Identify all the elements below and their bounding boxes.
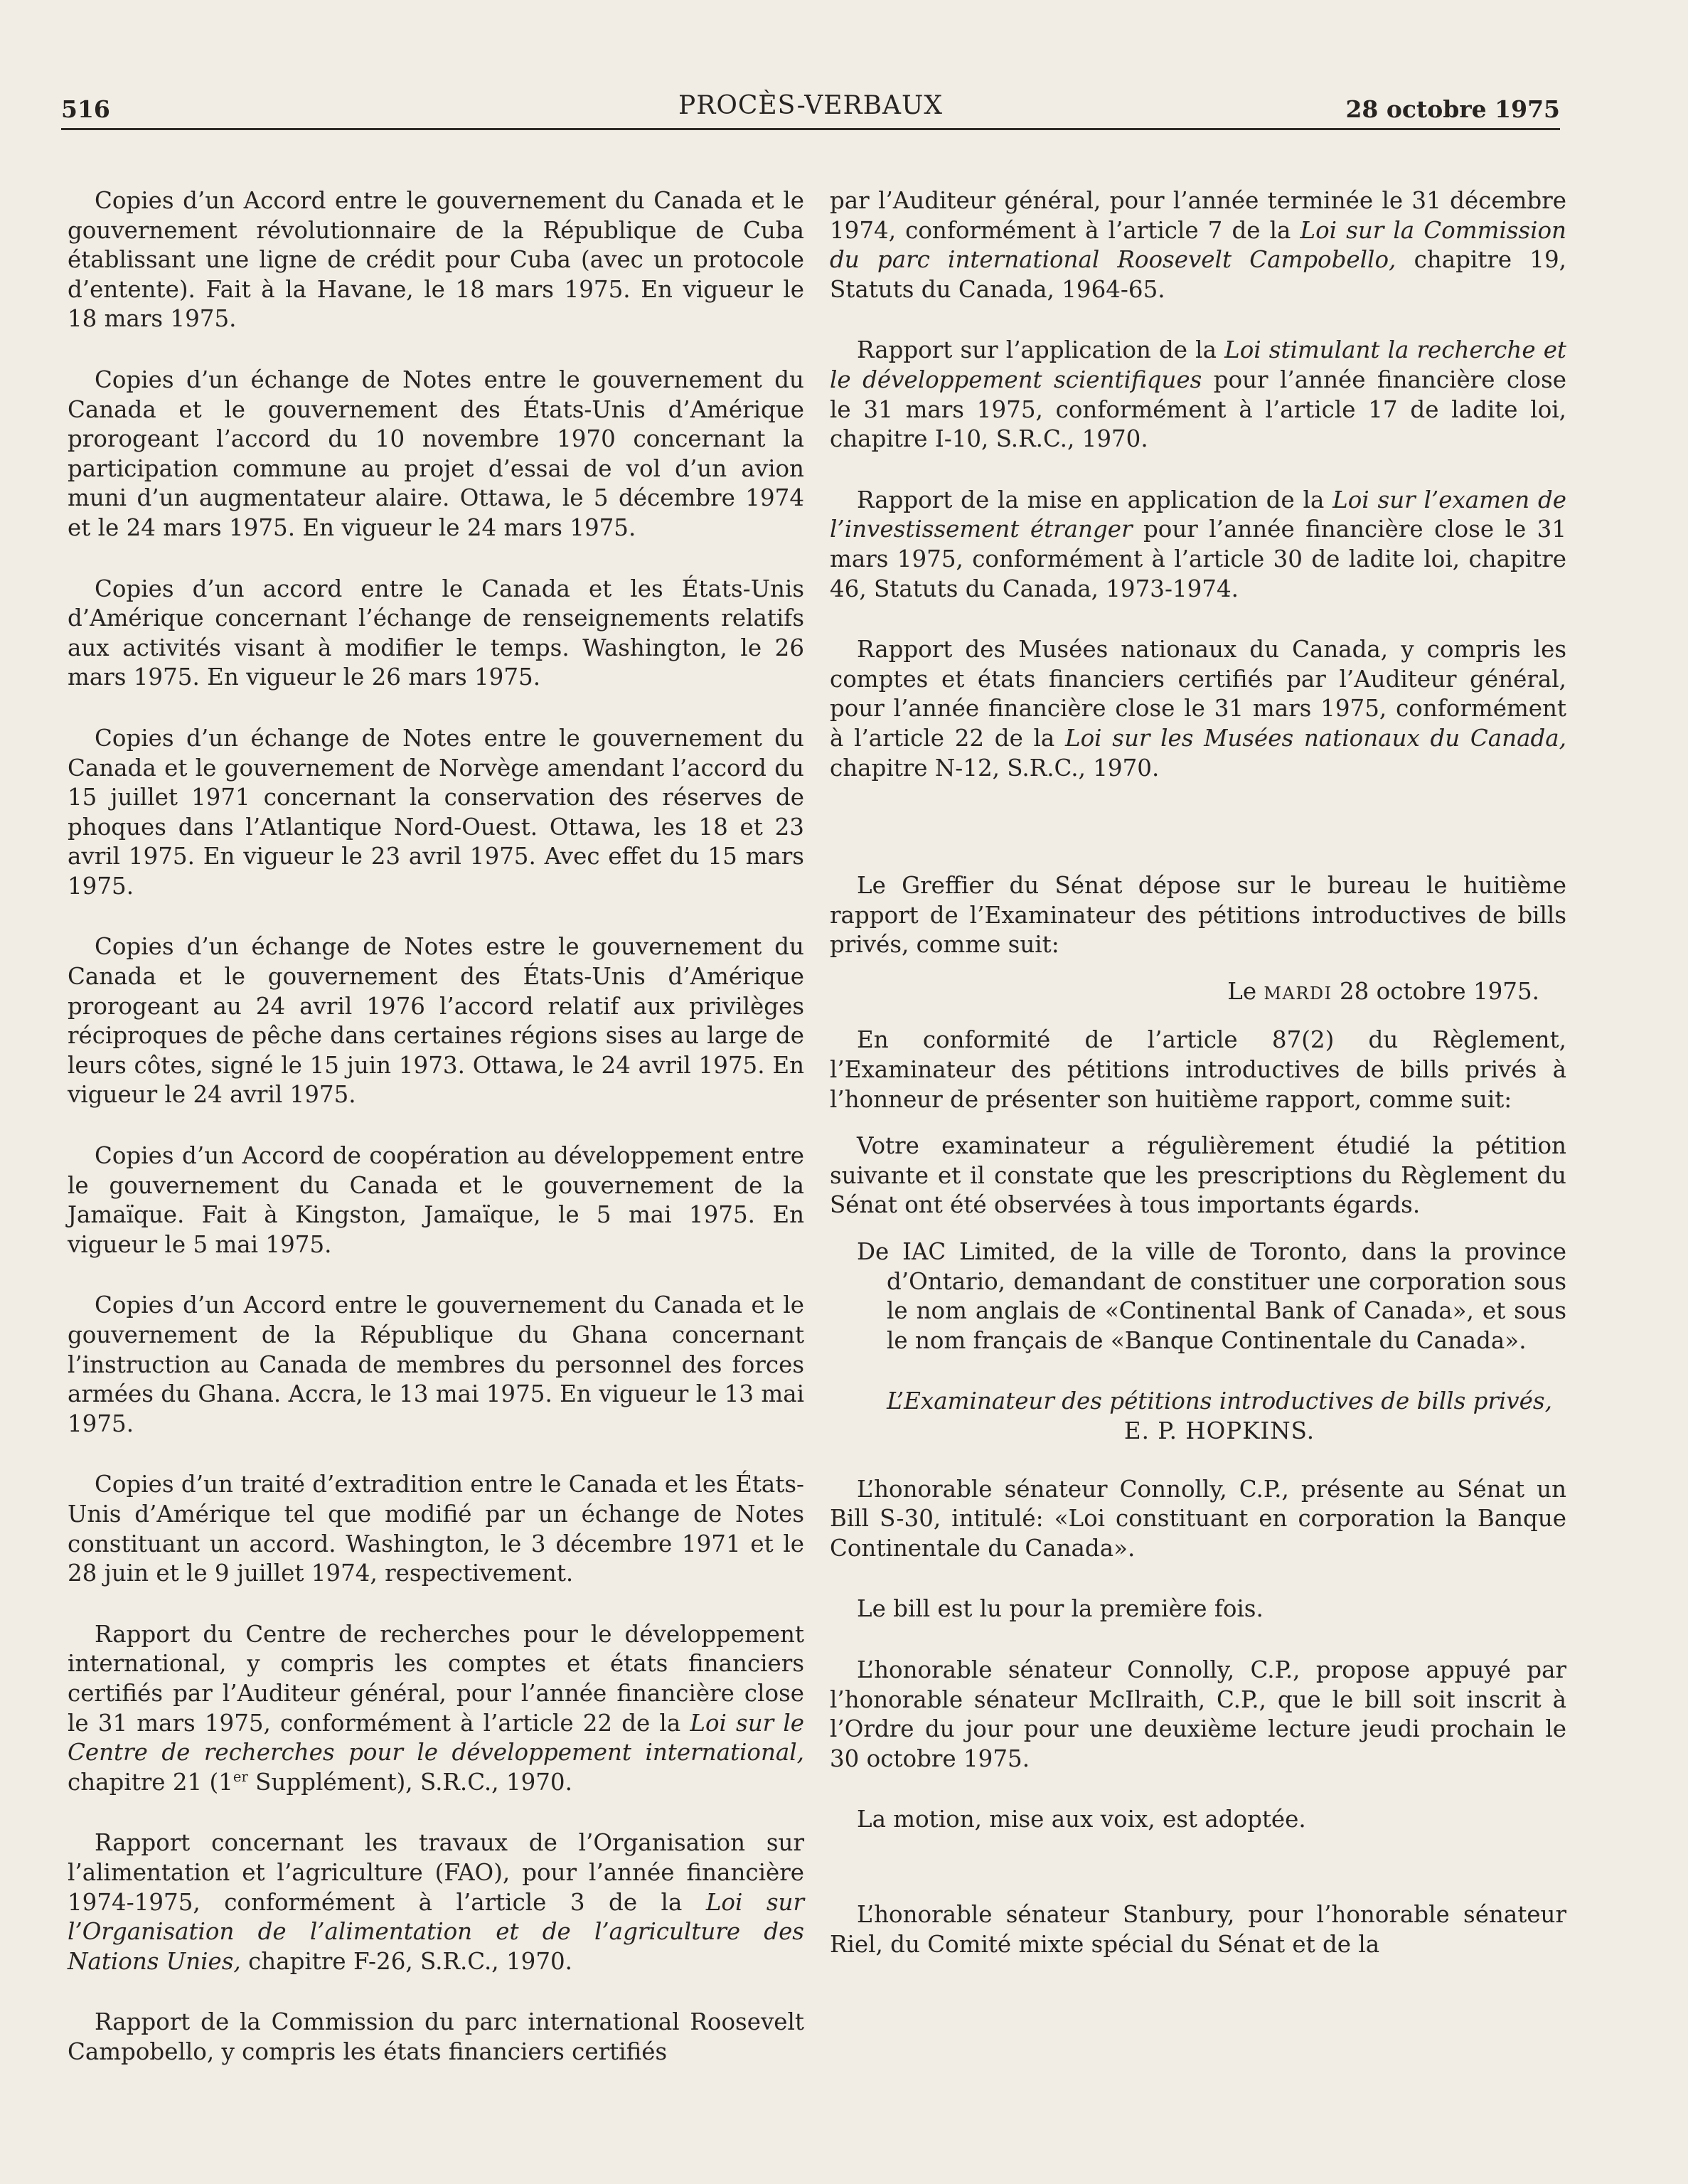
- text-run: chapitre N-12, S.R.C., 1970.: [830, 754, 1160, 782]
- paragraph-iac-petition: De IAC Limited, de la ville de Toronto, dans la province d’Ontario, demandant de constituer une corporation sous le nom anglais de «Continental Bank of Canada», et sous le nom français de «Banque Continentale du Canada».: [857, 1238, 1566, 1354]
- left-column: [68, 186, 804, 2067]
- paragraph-motion-adopted: La motion, mise aux voix, est adoptée.: [857, 1806, 1306, 1833]
- dateline-date: 28 octobre 1975.: [1339, 977, 1539, 1005]
- text-run: chapitre F-26, S.R.C., 1970.: [248, 1947, 573, 1975]
- paragraph-bill-s30: L’honorable sénateur Connolly, C.P., présente au Sénat un Bill S-30, intitulé: «Loi constituant en corporation la Banque Continentale du Canada».: [830, 1475, 1566, 1562]
- paragraph-extradition-treaty: Copies d’un traité d’extradition entre le Canada et les États-Unis d’Amérique tel que modifié par un échange de Notes constituant un accord. Washington, le 3 décembre 1971 et le 28 juin et le 9 juillet 1974, respectivement.: [68, 1471, 804, 1587]
- law-title: Loi sur le Centre de recherches pour le développement international,: [68, 1709, 804, 1767]
- paragraph-seal-conservation: Copies d’un échange de Notes entre le gouvernement du Canada et le gouvernement de Norvège amendant l’accord du 15 juillet 1971 concernant la conservation des réserves de phoques dans l’Atlantique Nord-Ouest. Ottawa, les 18 et 23 avril 1975. En vigueur le 23 avril 1975. Avec effet du 15 mars 1975.: [68, 724, 804, 900]
- law-title: Loi sur l’examen de l’investissement étranger: [830, 486, 1566, 543]
- text-run: chapitre 19, Statuts du Canada, 1964-65.: [830, 246, 1566, 303]
- paragraph-jamaica-cooperation: Copies d’un Accord de coopération au développement entre le gouvernement du Canada et le gouvernement de la Jamaïque. Fait à Kingston, Jamaïque, le 5 mai 1975. En vigueur le 5 mai 1975.: [68, 1142, 804, 1258]
- text-run: Rapport concernant les travaux de l’Organisation sur l’alimentation et l’agriculture (FAO), pour l’année financière 1974-1975, conformément à l’article 3 de la: [68, 1829, 804, 1916]
- page-number: 516: [61, 95, 110, 123]
- paragraph-foreign-investment-report: [830, 486, 1566, 604]
- text-run: Rapport des Musées nationaux du Canada, y compris les comptes et états financiers certifiés par l’Auditeur général, pour l’année financière close le 31 mars 1975, conformément à l’article 22 de la: [830, 636, 1566, 752]
- paragraph-fishing-privileges: Copies d’un échange de Notes estre le gouvernement du Canada et le gouvernement des États-Unis d’Amérique prorogeant au 24 avril 1976 l’accord relatif aux privilèges réciproques de pêche dans certaines régions sises au large de leurs côtes, signé le 15 juin 1973. Ottawa, le 24 avril 1975. En vigueur le 24 avril 1975.: [68, 933, 804, 1109]
- text-run: Rapport de la mise en application de la: [857, 486, 1325, 513]
- text-run: par l’Auditeur général, pour l’année terminée le 31 décembre 1974, conformément à l’article 7 de la: [830, 187, 1566, 244]
- law-title: Loi stimulant la recherche et le développement scientifiques: [830, 336, 1566, 393]
- dateline-le: Le: [1227, 977, 1257, 1005]
- paragraph-flight-test: Copies d’un échange de Notes entre le gouvernement du Canada et le gouvernement des États-Unis d’Amérique prorogeant l’accord du 10 novembre 1970 concernant la participation commune au projet d’essai de vol d’un avion muni d’un augmentateur alaire. Ottawa, le 5 décembre 1974 et le 24 mars 1975. En vigueur le 24 mars 1975.: [68, 366, 804, 541]
- text-run: Rapport du Centre de recherches pour le développement international, y compris les comptes et états financiers certifiés par l’Auditeur général, pour l’année financière close le 31 mars 1975, conformément à l’article 22 de la: [68, 1620, 804, 1737]
- paragraph-rule-87: En conformité de l’article 87(2) du Règlement, l’Examinateur des pétitions introductives de bills privés à l’honneur de présenter son huitième rapport, comme suit:: [830, 1026, 1566, 1113]
- paragraph-national-museums-report: [830, 635, 1566, 783]
- paragraph-second-reading-motion: L’honorable sénateur Connolly, C.P., propose appuyé par l’honorable sénateur McIlraith, C.P., que le bill soit inscrit à l’Ordre du jour pour une deuxième lecture jeudi prochain le 30 octobre 1975.: [830, 1656, 1566, 1772]
- report-dateline: [830, 977, 1539, 1009]
- paragraph-idrc-report: [68, 1620, 804, 1798]
- text-run: Rapport sur l’application de la: [857, 336, 1217, 364]
- examiner-signature: [830, 1387, 1566, 1446]
- text-run: pour l’année financière close le 31 mars 1975, conformément à l’article 30 de ladite loi, chapitre 46, Statuts du Canada, 1973-1974.: [830, 516, 1566, 602]
- text-run: Supplément), S.R.C., 1970.: [255, 1768, 572, 1796]
- paragraph-fao-report: [68, 1828, 804, 1976]
- paragraph-examiner-finding: Votre examinateur a régulièrement étudié la pétition suivante et il constate que les prescriptions du Règlement du Sénat ont été observées à tous importants égards.: [830, 1132, 1566, 1219]
- paragraph-weather-modification: Copies d’un accord entre le Canada et les États-Unis d’Amérique concernant l’échange de renseignements relatifs aux activités visant à modifier le temps. Washington, le 26 mars 1975. En vigueur le 26 mars 1975.: [68, 575, 804, 691]
- paragraph-scientific-research-report: [830, 336, 1566, 454]
- paragraph-ghana-training: Copies d’un Accord entre le gouvernement du Canada et le gouvernement de la République du Ghana concernant l’instruction au Canada de membres du personnel des forces armées du Ghana. Accra, le 13 mai 1975. En vigueur le 13 mai 1975.: [68, 1291, 804, 1437]
- law-title: Loi sur les Musées nationaux du Canada,: [1065, 724, 1566, 752]
- paragraph-clerk-tables-report: Le Greffier du Sénat dépose sur le bureau le huitième rapport de l’Examinateur des pétitions introductives de bills privés, comme suit:: [830, 872, 1566, 959]
- superscript: er: [233, 1768, 248, 1785]
- paragraph-first-reading: Le bill est lu pour la première fois.: [857, 1595, 1264, 1623]
- paragraph-cuba-credit: Copies d’un Accord entre le gouvernement du Canada et le gouvernement révolutionnaire de la République de Cuba établissant une ligne de crédit pour Cuba (avec un protocole d’entente). Fait à la Havane, le 18 mars 1975. En vigueur le 18 mars 1975.: [68, 187, 804, 333]
- paragraph-campobello-continued: [830, 186, 1566, 304]
- dateline-weekday: MARDI: [1264, 983, 1332, 1003]
- text-run: pour l’année financière close le 31 mars 1975, conformément à l’article 17 de ladite loi, chapitre I-10, S.R.C., 1970.: [830, 366, 1566, 453]
- law-title: Loi sur la Commission du parc international Roosevelt Campobello,: [830, 216, 1566, 274]
- header-date: 28 octobre 1975: [1345, 95, 1560, 123]
- page-header: [61, 88, 1560, 130]
- paragraph-stanbury-committee: L’honorable sénateur Stanbury, pour l’honorable sénateur Riel, du Comité mixte spécial du Sénat et de la: [830, 1900, 1566, 1958]
- signature-role: L’Examinateur des pétitions introductives de bills privés,: [887, 1387, 1552, 1415]
- paragraph-campobello-report: Rapport de la Commission du parc international Roosevelt Campobello, y compris les états financiers certifiés: [68, 2008, 804, 2065]
- right-column: [830, 186, 1566, 1959]
- law-title: Loi sur l’Organisation de l’alimentation et de l’agriculture des Nations Unies,: [68, 1888, 804, 1975]
- running-title: PROCÈS-VERBAUX: [678, 91, 943, 120]
- text-run: chapitre 21 (1: [68, 1768, 233, 1796]
- signature-name: E. P. HOPKINS.: [1123, 1417, 1315, 1444]
